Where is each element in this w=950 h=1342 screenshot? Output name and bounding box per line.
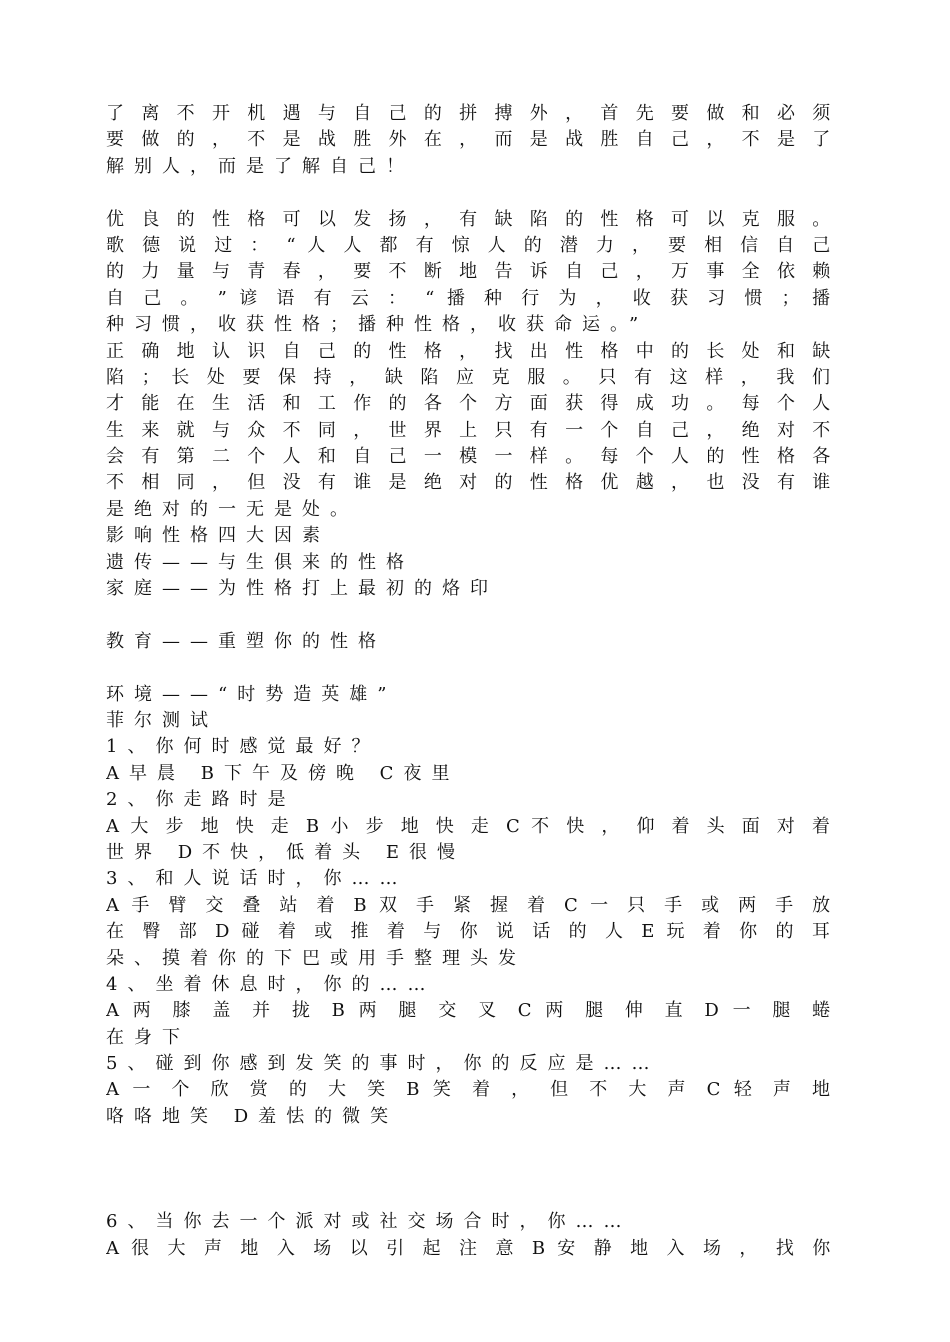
text-line: 陷 ； 长 处 要 保 持 ， 缺 陷 应 克 服 。 只 有 这 样 ， 我 们 [106, 366, 830, 388]
text-line: 3、和人说话时，你…… [106, 868, 408, 890]
text-line: 遗传——与生俱来的性格 [106, 551, 414, 573]
text-line: 了 离 不 开 机 遇 与 自 己 的 拼 搏 外 ， 首 先 要 做 和 必 须 [106, 103, 830, 124]
blank-line [106, 180, 830, 206]
text-line: 4、坐着休息时，你的…… [106, 973, 436, 995]
text-line: 世界 D不快，低着头 E很慢 [106, 841, 466, 863]
text-line: 在身下 [106, 1026, 190, 1048]
text-line: 要 做 的 ， 不 是 战 胜 外 在 ， 而 是 战 胜 自 己 ， 不 是 了 [106, 129, 830, 151]
text-line: 才 能 在 生 活 和 工 作 的 各 个 方 面 获 得 成 功 。 每 个 人 [106, 393, 830, 415]
text-line: 正 确 地 认 识 自 己 的 性 格 ， 找 出 性 格 中 的 长 处 和 缺 [106, 340, 830, 362]
blank-line [106, 1183, 830, 1209]
text-line: 教育——重塑你的性格 [106, 630, 386, 652]
text-line: 咯咯地笑 D羞怯的微笑 [106, 1105, 399, 1127]
text-line: 解别人，而是了解自己！ [106, 155, 414, 177]
text-line: 菲尔测试 [106, 709, 218, 731]
text-line: 是绝对的一无是处。 [106, 498, 358, 520]
text-line: 家庭——为性格打上最初的烙印 [106, 578, 498, 600]
text-line: 影响性格四大因素 [106, 525, 330, 547]
text-line: A 两 膝 盖 并 拢 B 两 腿 交 叉 C 两 腿 伸 直 D 一 腿 蜷 [106, 1000, 830, 1022]
text-line: A 大 步 地 快 走 B 小 步 地 快 走 C 不 快 ， 仰 着 头 面 对 着 [106, 815, 830, 837]
text-line: 6、当你去一个派对或社交场合时，你…… [106, 1211, 632, 1233]
text-line: 5、碰到你感到发笑的事时，你的反应是…… [106, 1053, 660, 1075]
text-line: 在 臀 部 D 碰 着 或 推 着 与 你 说 话 的 人 E 玩 着 你 的 耳 [106, 921, 830, 943]
text-line: A 很 大 声 地 入 场 以 引 起 注 意 B 安 静 地 入 场 ， 找 你 [106, 1237, 830, 1259]
blank-line [106, 655, 830, 681]
text-line: A 手 臂 交 叠 站 着 B 双 手 紧 握 着 C 一 只 手 或 两 手 放 [106, 894, 830, 916]
text-line: 歌 德 说 过 ： “ 人 人 都 有 惊 人 的 潜 力 ， 要 相 信 自 己 [106, 234, 830, 256]
blank-line [106, 602, 830, 628]
text-line: 1、你何时感觉最好？ [106, 736, 380, 758]
text-line: A早晨 B下午及傍晚 C夜里 [106, 762, 460, 784]
blank-line [106, 1130, 830, 1156]
text-line: 的 力 量 与 青 春 ， 要 不 断 地 告 诉 自 己 ， 万 事 全 依 赖 [106, 261, 830, 283]
text-line: 种习惯，收获性格；播种性格，收获命运。” [106, 314, 649, 336]
text-line: 自 己 。 ” 谚 语 有 云 ： “ 播 种 行 为 ， 收 获 习 惯 ； 播 [106, 287, 830, 309]
text-line: 2、你走路时是 [106, 789, 296, 811]
text-line: 不 相 同 ， 但 没 有 谁 是 绝 对 的 性 格 优 越 ， 也 没 有 谁 [106, 472, 830, 494]
text-line: 朵、摸着你的下巴或用手整理头发 [106, 947, 526, 969]
text-line: A 一 个 欣 赏 的 大 笑 B 笑 着 ， 但 不 大 声 C 轻 声 地 [106, 1079, 830, 1101]
document-page [106, 101, 830, 1262]
text-line: 环境——“时势造英雄” [106, 683, 397, 705]
blank-line [106, 1157, 830, 1183]
text-line: 生 来 就 与 众 不 同 ， 世 界 上 只 有 一 个 自 己 ， 绝 对 不 [106, 419, 830, 441]
text-line: 会 有 第 二 个 人 和 自 己 一 模 一 样 。 每 个 人 的 性 格 各 [106, 446, 830, 468]
text-line: 优 良 的 性 格 可 以 发 扬 ， 有 缺 陷 的 性 格 可 以 克 服 。 [106, 208, 830, 230]
